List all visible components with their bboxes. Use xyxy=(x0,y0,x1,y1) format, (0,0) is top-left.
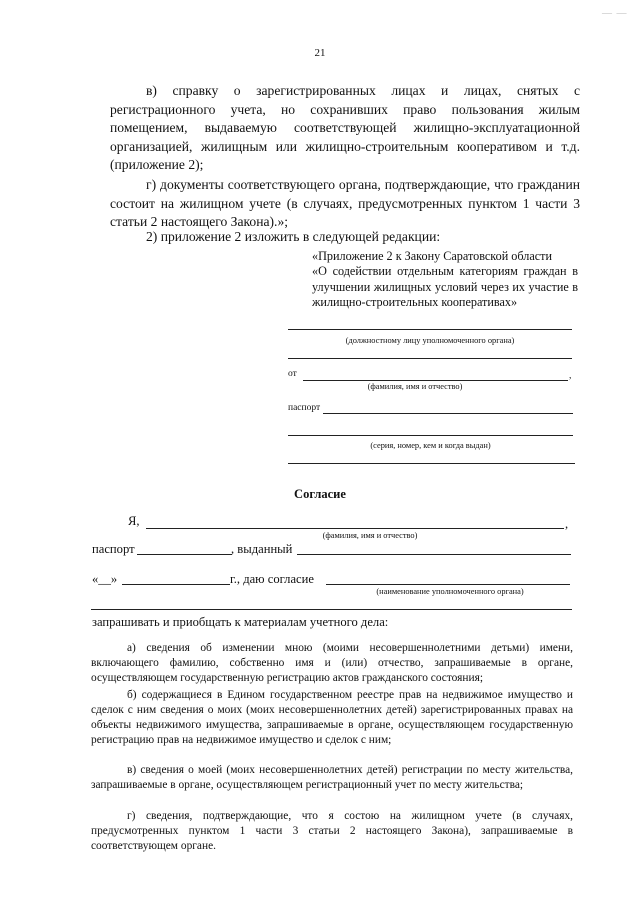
consent-organ-caption: (наименование уполномоченного органа) xyxy=(376,587,524,596)
consent-passport-line[interactable] xyxy=(137,554,232,555)
consent-issued-label: , выданный xyxy=(231,542,293,556)
appendix-law-name: «О содействии отдельным категориям граждан в улучшении жилищных условий через их участие в жилищно-строительных кооперативах» xyxy=(312,264,578,309)
consent-date-suffix: г., даю согласие xyxy=(230,572,314,586)
from-fio-caption: (фамилия, имя и отчество) xyxy=(367,382,463,391)
official-line-2[interactable] xyxy=(288,358,572,359)
consent-organ-line-2[interactable] xyxy=(91,609,572,610)
consent-fio-line[interactable] xyxy=(146,528,564,529)
consent-passport-label: паспорт xyxy=(92,542,135,556)
consent-i-comma: , xyxy=(565,517,569,531)
appendix-title: «Приложение 2 к Закону Саратовской области xyxy=(312,249,553,263)
consent-date-line[interactable] xyxy=(122,584,230,585)
consent-title: Согласие xyxy=(294,487,346,501)
from-label: от xyxy=(288,369,297,379)
official-caption: (должностному лицу уполномоченного органа) xyxy=(345,336,515,345)
official-line[interactable] xyxy=(288,329,572,330)
consent-item-g: г) сведения, подтверждающие, что я состою на жилищном учете (в случаях, предусмотренных пунктом 1 части 3 статьи 2 настоящего Закона), запрашиваемые в соответствующем органе. xyxy=(91,810,573,852)
consent-date-prefix: «__» xyxy=(92,572,118,586)
passport-line-2[interactable] xyxy=(288,435,573,436)
paragraph-g: г) документы соответствующего органа, подтверждающие, что гражданин состоит на жилищном учете (в случаях, предусмотренных пунктом 1 части 3 статьи 2 настоящего Закона).»; xyxy=(110,177,580,229)
page-number: 21 xyxy=(314,47,326,59)
from-line[interactable] xyxy=(303,380,568,381)
consent-i-label: Я, xyxy=(128,514,140,528)
passport-caption: (серия, номер, кем и когда выдан) xyxy=(370,441,491,450)
paragraph-v: в) справку о зарегистрированных лицах и лицах, снятых с регистрационного учета, но сохранивших право пользования жилым помещением, выдаваемую соответствующей жилищно-эксплуатационной организацией, жилищным или жилищно-строительным кооперативом и т.д. (приложение 2); xyxy=(110,83,580,172)
passport-line-3[interactable] xyxy=(288,463,575,464)
consent-issued-line[interactable] xyxy=(297,554,571,555)
passport-label: паспорт xyxy=(288,403,321,413)
corner-mark: — — xyxy=(602,8,628,19)
from-comma: , xyxy=(569,371,572,381)
passport-line[interactable] xyxy=(323,413,573,414)
consent-item-b: б) содержащиеся в Едином государственном реестре прав на недвижимое имущество и сделок с ним сведения о моих (моих несовершеннолетних детей) зарегистрированных правах на объекты недвижимого имущества, запрашиваемые в органе, осуществляющем государственную регистрацию прав на недвижимое имущество и сделок с ним; xyxy=(91,689,573,746)
consent-item-v: в) сведения о моей (моих несовершеннолетних детей) регистрации по месту жительства, запрашиваемые в органе, осуществляющем регистрационный учет по месту жительства; xyxy=(91,764,573,791)
consent-item-a: а) сведения об изменении мною (моими несовершеннолетними детьми) имени, включающего фамилию, собственно имя и (или) отчество, запрашиваемые в органе, осуществляющем государственную регистрацию актов гражданского состояния; xyxy=(91,642,573,684)
consent-organ-line[interactable] xyxy=(326,584,570,585)
consent-request-text: запрашивать и приобщать к материалам учетного дела: xyxy=(92,615,389,629)
consent-fio-caption: (фамилия, имя и отчество) xyxy=(322,531,418,540)
paragraph-2: 2) приложение 2 изложить в следующей редакции: xyxy=(146,229,441,244)
